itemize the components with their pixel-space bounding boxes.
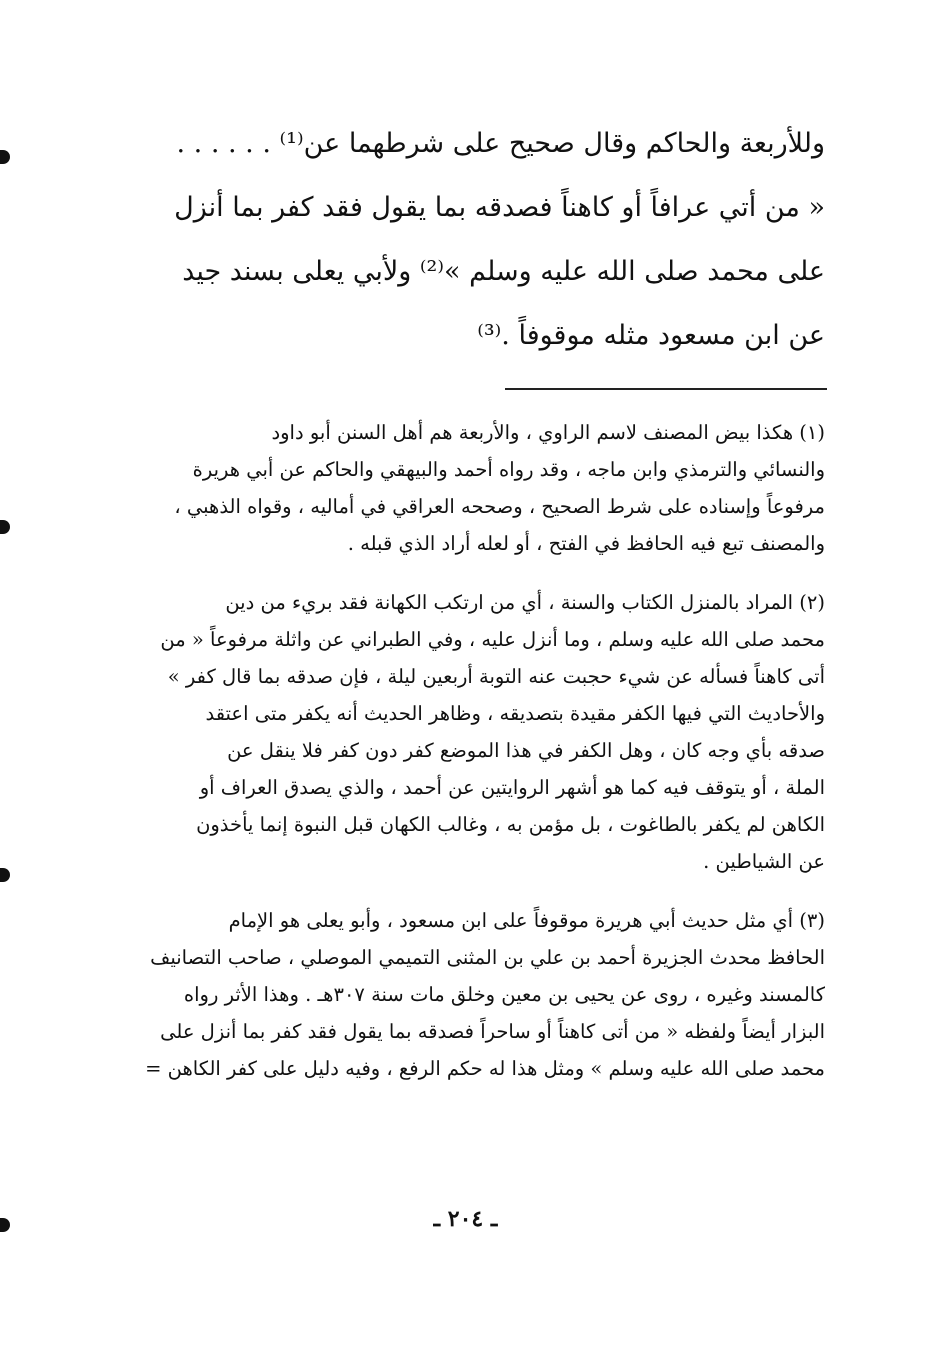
footnote-line: (٣) أي مثل حديث أبي هريرة موقوفاً على ابن مسعود ، وأبو يعلى هو الإمام xyxy=(228,909,825,932)
main-text-line: « من أتي عرافاً أو كاهناً فصدقه بما يقول فقد كفر بما أنزل xyxy=(174,192,825,223)
page-number: ـ ٢٠٤ ـ xyxy=(433,1206,498,1232)
footnote-line: الحافظ محدث الجزيرة أحمد بن علي بن المثنى التميمي الموصلي ، صاحب التصانيف xyxy=(150,946,825,969)
footnote-line: والأحاديث التي فيها الكفر مقيدة بتصديقه ، وظاهر الحديث أنه يكفر متى اعتقد xyxy=(205,702,825,725)
footnote-line: محمد صلى الله عليه وسلم » ومثل هذا له حكم الرفع ، وفيه دليل على كفر الكاهن = xyxy=(145,1057,825,1080)
footnote-line: محمد صلى الله عليه وسلم ، وما أنزل عليه ، وفي الطبراني عن واثلة مرفوعاً « من xyxy=(160,628,825,651)
footnote-line: والنسائي والترمذي وابن ماجه ، وقد رواه أحمد والبيهقي والحاكم عن أبي هريرة xyxy=(192,458,825,481)
footnote-line: البزار أيضاً ولفظه « من أتى كاهناً أو ساحراً فصدقه بما يقول فقد كفر بما أنزل على xyxy=(160,1020,825,1043)
footnote-line: الكاهن لم يكفر بالطاغوت ، بل مؤمن به ، وغالب الكهان قبل النبوة إنما يأخذون xyxy=(196,813,825,836)
left-edge-mark xyxy=(0,868,10,882)
footnote-2 xyxy=(95,584,825,880)
left-edge-mark xyxy=(0,150,10,164)
footnote-3 xyxy=(95,902,825,1087)
main-text-line: عن ابن مسعود مثله موقوفاً .⁽³⁾ xyxy=(477,320,825,351)
left-edge-mark xyxy=(0,520,10,534)
main-text-line: وللأربعة والحاكم وقال صحيح على شرطهما عن⁽¹⁾ . . . . . . xyxy=(176,128,825,159)
main-text-block xyxy=(95,112,825,368)
footnote-line: مرفوعاً وإسناده على شرط الصحيح ، وصححه العراقي في أماليه ، وقواه الذهبي ، xyxy=(174,495,825,518)
footnote-line: (١) هكذا بيض المصنف لاسم الراوي ، والأربعة هم أهل السنن أبو داود xyxy=(271,421,825,444)
footnote-line: الملة ، أو يتوقف فيه كما هو أشهر الروايتين عن أحمد ، والذي يصدق العراف أو xyxy=(199,776,825,799)
footnote-line: أتى كاهناً فسأله عن شيء حجبت عنه التوبة أربعين ليلة ، فإن صدقه بما قال كفر » xyxy=(167,665,825,688)
footnote-line: والمصنف تبع فيه الحافظ في الفتح ، أو لعله أراد الذي قبله . xyxy=(347,532,825,555)
footnote-separator xyxy=(505,388,827,390)
footnote-line: كالمسند وغيره ، روى عن يحيى بن معين وخلق مات سنة ٣٠٧هـ . وهذا الأثر رواه xyxy=(183,983,825,1006)
footnote-line: (٢) المراد بالمنزل الكتاب والسنة ، أي من ارتكب الكهانة فقد بريء من دين xyxy=(225,591,825,614)
main-text-line: على محمد صلى الله عليه وسلم »⁽²⁾ ولأبي يعلى بسند جيد xyxy=(182,256,825,287)
footnote-line: عن الشياطين . xyxy=(703,850,825,873)
footnote-line: صدقه بأي وجه كان ، وهل الكفر في هذا الموضع كفر دون كفر فلا ينقل عن xyxy=(227,739,825,762)
footnote-1 xyxy=(95,414,825,562)
footnotes-block xyxy=(95,414,825,1109)
